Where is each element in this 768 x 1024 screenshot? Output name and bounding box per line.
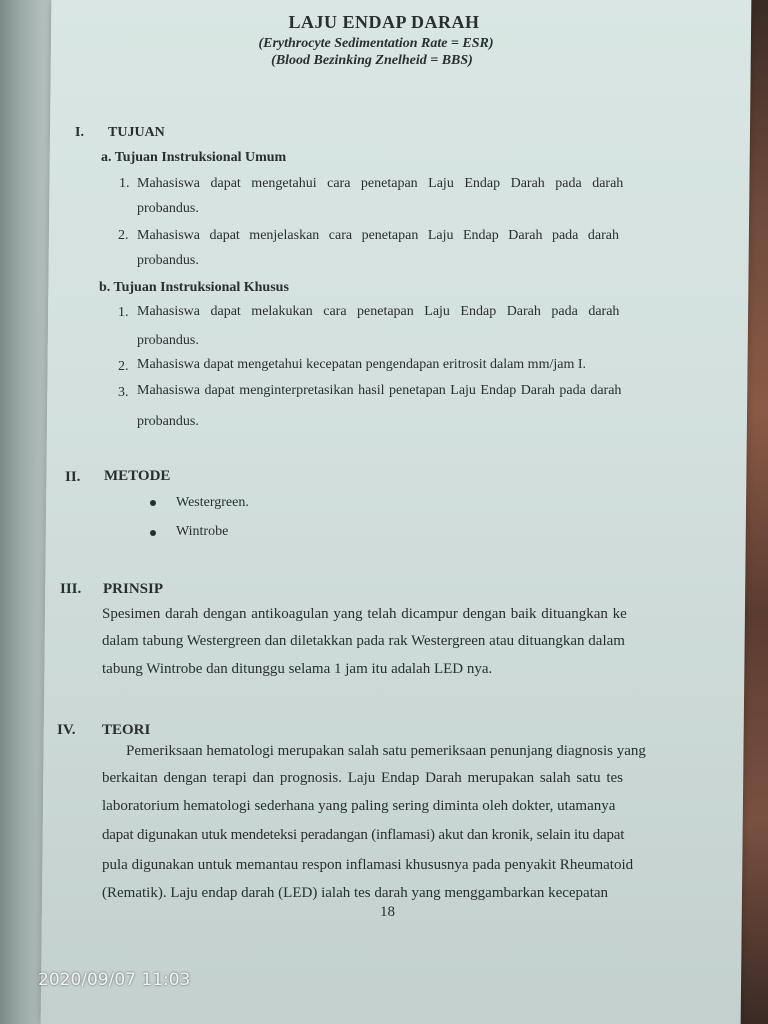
- sec1-b-item-1-number: 1.: [118, 305, 129, 320]
- sec1-b-item-3-number: 3.: [118, 385, 129, 400]
- sec1-a-item-1-number: 1.: [119, 176, 130, 191]
- photo-timestamp: 2020/09/07 11:03: [38, 970, 191, 990]
- sec1-b-item-2-line1: Mahasiswa dapat mengetahui kecepatan pengendapan eritrosit dalam mm/jam I.: [137, 357, 587, 372]
- sec2-item-2: Wintrobe: [176, 524, 229, 539]
- sec1-b-item-1-line1: Mahasiswa dapat melakukan cara penetapan Laju Endap Darah pada darah: [137, 304, 620, 319]
- sec3-line-3: tabung Wintrobe dan ditunggu selama 1 jam itu adalah LED nya.: [102, 661, 493, 677]
- sec1-a-item-1-line2: probandus.: [137, 201, 199, 216]
- sec4-line-2: berkaitan dengan terapi dan prognosis. Laju Endap Darah merupakan salah satu tes: [102, 770, 623, 786]
- sec4-line-3: laboratorium hematologi sederhana yang paling sering diminta oleh dokter, utamanya: [102, 798, 616, 814]
- sec1-number: I.: [75, 125, 84, 140]
- sec2-item-1: Westergreen.: [176, 495, 249, 510]
- sec1-a-item-2-line1: Mahasiswa dapat menjelaskan cara penetapan Laju Endap Darah pada darah: [137, 228, 619, 243]
- sec1-b-item-1-line2: probandus.: [137, 333, 199, 348]
- bullet-icon: [150, 530, 156, 536]
- sec3-title: PRINSIP: [103, 581, 164, 597]
- sec3-number: III.: [60, 581, 82, 597]
- sec4-line-1: Pemeriksaan hematologi merupakan salah satu pemeriksaan penunjang diagnosis yang: [126, 743, 646, 759]
- page-number: 18: [380, 904, 395, 920]
- sec4-title: TEORI: [102, 722, 151, 738]
- sec2-title: METODE: [104, 468, 171, 484]
- doc-subtitle-bbs: (Blood Bezinking Znelheid = BBS): [271, 53, 473, 68]
- sec1-a-item-2-number: 2.: [118, 228, 129, 243]
- sec3-line-2: dalam tabung Westergreen dan diletakkan pada rak Westergreen atau dituangkan dalam: [102, 633, 625, 649]
- sec1-a-item-2-line2: probandus.: [137, 253, 199, 268]
- bullet-icon: [150, 500, 156, 506]
- sec1-a-item-1-line1: Mahasiswa dapat mengetahui cara penetapan Laju Endap Darah pada darah: [137, 176, 624, 191]
- sec1-a-title: a. Tujuan Instruksional Umum: [101, 150, 287, 165]
- sec1-b-item-3-line1: Mahasiswa dapat menginterpretasikan hasil penetapan Laju Endap Darah pada darah: [137, 383, 622, 398]
- sec4-line-6: (Rematik). Laju endap darah (LED) ialah tes darah yang menggambarkan kecepatan: [102, 885, 609, 901]
- sec1-title: TUJUAN: [108, 125, 165, 140]
- sec4-number: IV.: [57, 722, 76, 738]
- sec4-line-5: pula digunakan untuk memantau respon inflamasi khususnya pada penyakit Rheumatoid: [102, 857, 634, 873]
- sec4-line-4: dapat digunakan utuk mendeteksi peradangan (inflamasi) akut dan kronik, selain itu dapat: [102, 827, 625, 843]
- sec1-b-item-3-line2: probandus.: [137, 414, 199, 429]
- sec2-number: II.: [65, 469, 81, 485]
- doc-subtitle-esr: (Erythrocyte Sedimentation Rate = ESR): [258, 36, 494, 51]
- sec1-b-item-2-number: 2.: [118, 359, 129, 374]
- doc-title: LAJU ENDAP DARAH: [288, 12, 480, 32]
- sec1-b-title: b. Tujuan Instruksional Khusus: [99, 280, 289, 295]
- sec3-line-1: Spesimen darah dengan antikoagulan yang telah dicampur dengan baik dituangkan ke: [102, 606, 627, 622]
